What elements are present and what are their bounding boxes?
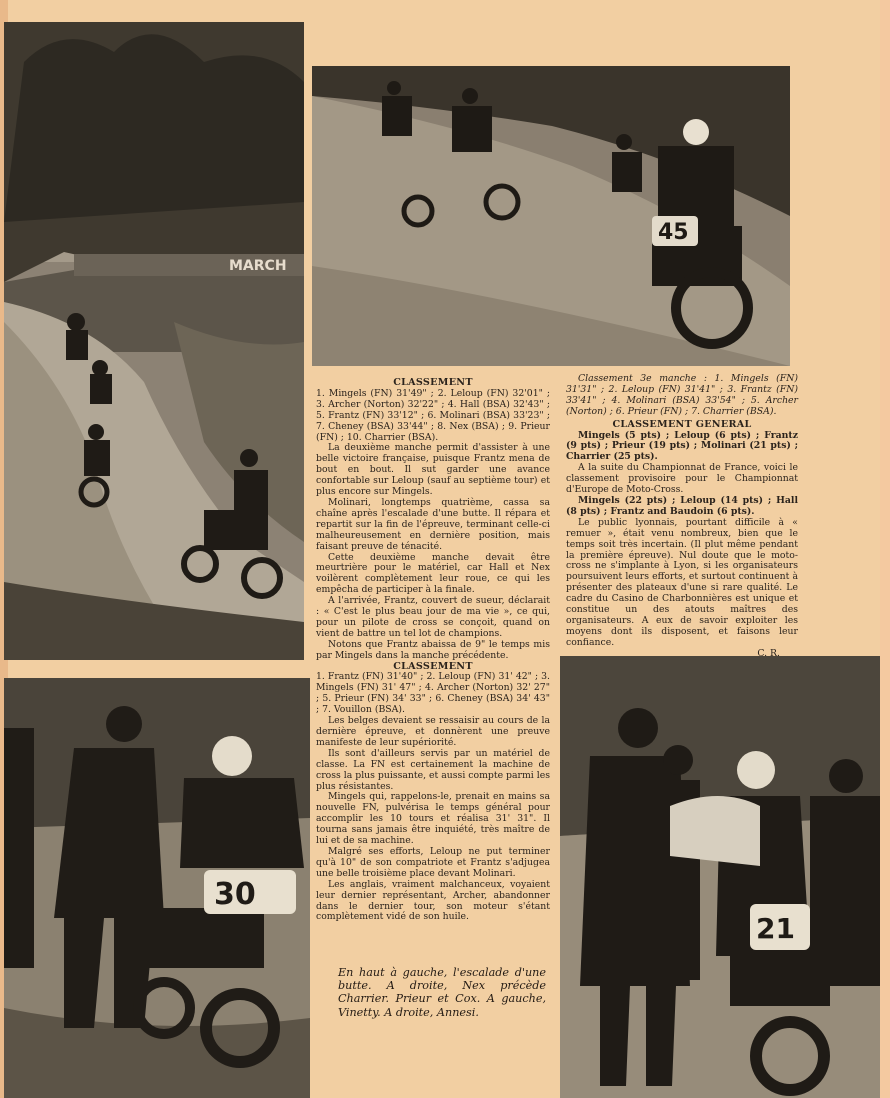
paragraph: Notons que Frantz abaissa de 9" le temps mis par Mingels dans la manche précédente. xyxy=(316,638,550,661)
rider-21-photo xyxy=(560,656,880,1098)
results-manche-2: 1. Frantz (FN) 31'40" ; 2. Leloup (FN) 31' 42" ; 3. Mingels (FN) 31' 47" ; 4. Archer (Norton) 32' 27" ; 5. Prieur (FN) 34' 33" ; 6. Cheney (BSA) 34' 43" ; 7. Vouillon (BSA). xyxy=(316,671,550,716)
bike-30-number: 30 xyxy=(214,877,256,912)
riders-slope-photo xyxy=(312,66,790,366)
heading-classement-general: CLASSEMENT GENERAL xyxy=(612,418,752,430)
paragraph: Mingels qui, rappelons-le, prenait en mains sa nouvelle FN, pulvérisa le temps général pour accomplir les 10 tours et réalisa 31' 31". Il tourna sans jamais être inquiété, très maître de lui et de sa machine. xyxy=(316,791,550,847)
paragraph: Les belges devaient se ressaisir au cours de la dernière épreuve, et donnèrent une preuve manifeste de leur supériorité. xyxy=(316,715,550,748)
page-edge-right xyxy=(880,0,890,1098)
photo-top-left xyxy=(4,22,304,660)
bike-21-number: 21 xyxy=(756,912,795,945)
article-column-right xyxy=(566,374,798,660)
paragraph: A la suite du Championnat de France, voici le classement provisoire pour le Championnat d'Europe de Moto-Cross. xyxy=(566,462,798,496)
paragraph: Molinari, longtemps quatrième, cassa sa chaîne après l'escalade d'une butte. Il répara et repartit sur la fin de l'épreuve, terminant celle-ci malheureusement en dernière position, mais faisant preuve de ténacité. xyxy=(316,496,550,552)
bike-45-number: 45 xyxy=(658,220,689,245)
paragraph: A l'arrivée, Frantz, couvert de sueur, déclarait : « C'est le plus beau jour de ma vie », ce qui, pour un pilote de cross se conçoit, quand on vient de battre un tel lot de champions. xyxy=(316,595,550,639)
hill-climb-photo xyxy=(4,22,304,660)
photo-top-right xyxy=(312,66,790,366)
paragraph: Ils sont d'ailleurs servis par un matériel de classe. La FN est certainement la machine de cross la plus puissante, et aussi compte parmi les plus résistantes. xyxy=(316,747,550,792)
article-column-left xyxy=(316,378,550,923)
heading-classement-2: CLASSEMENT xyxy=(393,660,473,672)
banner-text: MARCH xyxy=(229,258,287,274)
results-manche-3: Classement 3e manche : 1. Mingels (FN) 31'31" ; 2. Leloup (FN) 31'41" ; 3. Frantz (FN) 33'41" ; 4. Molinari (BSA) 33'54" ; 5. Archer (Norton) ; 6. Prieur (FN) ; 7. Charrier (BSA). xyxy=(566,373,798,417)
paragraph: La deuxième manche permit d'assister à une belle victoire française, puisque Frantz mena de bout en bout. Il sut garder une avance confortable sur Leloup (sauf au septième tour) et plus encore sur Mingels. xyxy=(316,442,550,498)
heading-classement-1: CLASSEMENT xyxy=(393,377,473,388)
author-signature: C. R. xyxy=(757,647,780,659)
rider-30-photo xyxy=(4,678,310,1098)
general-standings: Mingels (5 pts) ; Leloup (6 pts) ; Frantz (9 pts) ; Prieur (19 pts) ; Molinari (21 pts) ; Charrier (25 pts). xyxy=(566,429,798,463)
photo-caption: En haut à gauche, l'escalade d'une butte. A droite, Nex précède Charrier. Prieur et Cox. A gauche, Vinetty. A droite, Annesi. xyxy=(338,966,546,1019)
results-manche-1: 1. Mingels (FN) 31'49" ; 2. Leloup (FN) 32'01" ; 3. Archer (Norton) 32'22" ; 4. Hall (BSA) 32'43" ; 5. Frantz (FN) 33'12" ; 6. Molinari (BSA) 33'23" ; 7. Cheney (BSA) 33'44" ; 8. Nex (BSA) ; 9. Prieur (FN) ; 10. Charrier (BSA). xyxy=(316,387,550,443)
paragraph: Les anglais, vraiment malchanceux, voyaient leur dernier représentant, Archer, abandonner dans le dernier tour, son moteur s'étant complètement vidé de son huile. xyxy=(316,878,550,923)
europe-standings: Mingels (22 pts) ; Leloup (14 pts) ; Hall (8 pts) ; Frantz and Baudoin (6 pts). xyxy=(566,494,798,517)
paragraph: Le public lyonnais, pourtant difficile à « remuer », était venu nombreux, bien que le temps soit très incertain. (Il plut même pendant la première épreuve). Nul doute que le moto-cross ne s'implante à Lyon, si les organisateurs poursuivent leurs efforts, et surtout continuent à présenter des plateaux d'une si rare qualité. Le cadre du Casino de Charbonnières est unique et constitue un des atouts maîtres des organisateurs. A eux de savoir exploiter les moyens dont ils disposent, et faisons leur confiance. xyxy=(566,516,798,648)
photo-bottom-left xyxy=(4,678,310,1098)
paragraph: Malgré ses efforts, Leloup ne put terminer qu'à 10" de son compatriote et Frantz s'adjugea une belle troisième place devant Molinari. xyxy=(316,845,550,879)
photo-bottom-right xyxy=(560,656,880,1098)
paragraph: Cette deuxième manche devait être meurtrière pour le matériel, car Hall et Nex voilèrent complètement leur roue, ce qui les empêcha de participer à la finale. xyxy=(316,551,550,596)
